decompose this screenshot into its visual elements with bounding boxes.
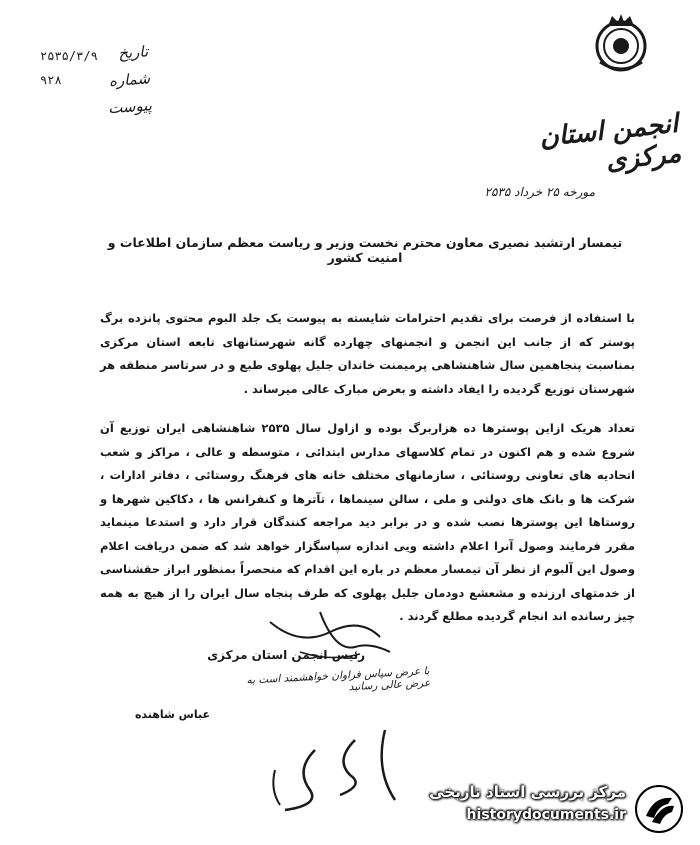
handwritten-note: با عرض سپاس فراوان خواهشمند است به عرض عالی رسانید	[246, 665, 431, 694]
watermark-url: historydocuments.ir	[466, 807, 626, 823]
date-value: ۲۵۳۵/۳/۹	[40, 49, 98, 63]
archive-logo-icon	[634, 784, 684, 834]
organization-title: انجمن استان مرکزی	[538, 108, 683, 177]
number-label: شماره	[108, 69, 151, 91]
attachment-label: پیوست	[107, 96, 153, 118]
watermark	[400, 780, 690, 840]
signatory-title: رئیس انجمن استان مرکزی	[207, 648, 365, 662]
emblem-icon	[592, 12, 650, 74]
date-label: تاریخ	[117, 42, 149, 63]
addressee-line: تیمسار ارتشبد نصیری معاون محترم نخست وزیر و ریاست معظم سازمان اطلاعات و امنیت کشور	[107, 235, 623, 265]
body-paragraph: تعداد هریک ازاین پوسترها ده هزاربرگ بوده و ازاول سال ۲۵۳۵ شاهنشاهی ایران توزیع آن شروع شده و هم اکنون در تمام کلاسهای مدارس ابتدائی ، متوسطه و عالی ، مراکز و شعب اتحادیه های تعاونی روستائی ، سازمانهای مختلف خانه های فرهنگ روستائی ، دفاتر ادارات ، شرکت ها و بانک های دولتی و ملی ، سالن سینماها ، تآترها و کنفرانس ها ، دکاکین شهرها و روستاها این پوسترها نصب شده و در برابر دید مراجعه کنندگان قرار دارد و استدعا مینماید مقرر فرمایند وصول آنرا اعلام داشته ویی اندازه سپاسگزار خواهد شد که ضمن دریافت اعلام وصول این آلبوم از نظر آن تیمسار معظم در باره این اقدام که منحصراً بمنظور ابراز حقشناسی از خدمتهای ارزنده و مشعشع دودمان جلیل پهلوی که طرف پنجاه سال ایران را از هیچ به همه چیز رسانده اند انجام گردیده مطلع گردند .	[100, 421, 635, 623]
number-value: ۹۲۸	[40, 73, 62, 87]
signatory-name: عباس شاهنده	[134, 708, 210, 721]
watermark-title: مرکز بررسی اسناد تاریخی	[429, 783, 626, 801]
signature-scribble	[255, 720, 415, 820]
date-line: مورخه ۲۵ خرداد ۲۵۳۵	[484, 185, 595, 199]
body-paragraph: با استفاده از فرصت برای تقدیم احترامات شایسته به پیوست یک جلد البوم محتوی پانزده برگ پوستر که از جانب این انجمن و انجمنهای چهارده گانه شهرستانهای تابعه استان مرکزی بمناسبت پنجاهمین سال شاهنشاهی پرمیمنت خاندان جلیل پهلوی طبع و در سرتاسر منطقه هر شهرستان توزیع گردیده را ایفاد داشته و بعرض مبارک عالی میرساند .	[100, 311, 635, 396]
meta-values	[40, 44, 112, 92]
letter-body	[100, 307, 635, 629]
